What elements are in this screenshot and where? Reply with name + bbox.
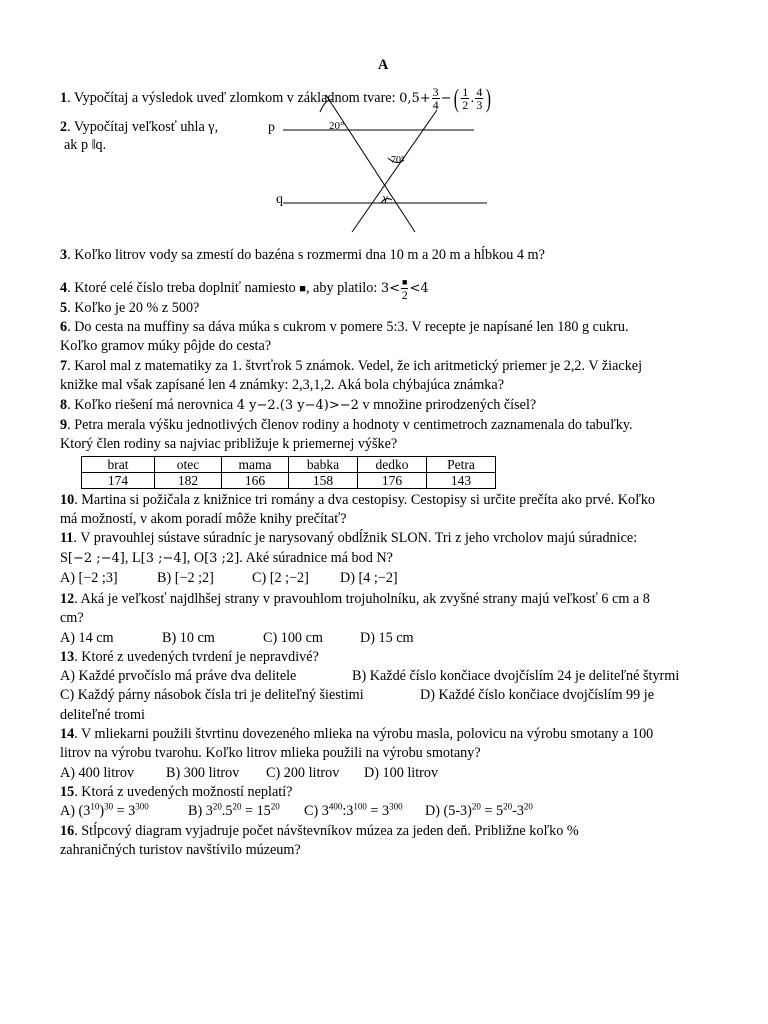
math-expression: 4 y−2.(3 y−4)>−2 [236, 398, 359, 413]
question-text: . Koľko riešení má nerovnica [67, 397, 237, 413]
table-header-cell: brat [82, 457, 155, 473]
table-cell: 182 [155, 473, 222, 489]
question-number: 11 [60, 530, 74, 546]
question-text: . Ktoré celé číslo treba doplniť namiesto [67, 279, 300, 296]
table-header-cell: mama [222, 457, 289, 473]
table-header-cell: otec [155, 457, 222, 473]
question-14-text2: litrov na výrobu tvarohu. Koľko litrov mlieka použili na výrobu smotany? [60, 745, 481, 761]
point-o: [3 ;2] [204, 551, 240, 566]
parallel-lines-diagram [0, 0, 768, 240]
table-cell: 143 [427, 473, 496, 489]
question-number: 10 [60, 492, 75, 508]
question-text: . V mliekarni použili štvrtinu dovezeného mlieka na výrobu masla, polovicu na výrobu smotany a 100 [74, 726, 654, 742]
inequality-left: 3< [380, 280, 400, 296]
option-d: D) 100 litrov [364, 765, 439, 781]
question-text: . Ktoré z uvedených tvrdení je nepravdivé? [74, 649, 319, 665]
question-3 [60, 246, 545, 264]
paren-close: ) [486, 83, 492, 113]
question-9-text2: Ktorý člen rodiny sa najviac približuje k priemernej výške? [60, 436, 398, 452]
point-l: [3 ;−4] [140, 551, 187, 566]
inequality-right: <4 [409, 280, 429, 296]
angle-label-20: 20° [329, 120, 345, 132]
option-b: B) [−2 ;2] [157, 570, 214, 586]
table-row [82, 473, 496, 489]
question-text-2: , aby platilo: [305, 279, 381, 296]
option-b: B) 300 litrov [166, 765, 240, 781]
table-header-cell: dedko [358, 457, 427, 473]
question-text: . Aká je veľkosť najdlhšej strany v pravouhlom trojuholníku, ak zvyšné strany majú veľkosť 6 cm a 8 [74, 591, 650, 607]
question-5 [60, 299, 199, 317]
table-header-cell: Petra [427, 457, 496, 473]
question-4 [60, 276, 429, 301]
point-s: [−2 ;−4] [67, 551, 125, 566]
question-number: 3 [60, 247, 68, 263]
question-16 [60, 822, 579, 840]
question-text: . Koľko je 20 % z 500? [67, 300, 200, 316]
question-text: . Martina si požičala z knižnice tri romány a dva cestopisy. Cestopisy si určite prečíta ako prvé. Koľko [74, 492, 656, 508]
paren-open: ( [453, 83, 459, 113]
table-cell: 158 [289, 473, 358, 489]
question-8 [60, 396, 536, 415]
label-q: q [276, 192, 283, 207]
option-b: B) 10 cm [162, 630, 215, 646]
question-6 [60, 318, 629, 336]
question-9 [60, 416, 633, 434]
question-number: 14 [60, 726, 75, 742]
table-header-row [82, 457, 496, 473]
option-c: C) Každý párny násobok čísla tri je deliteľný šiestimi [60, 687, 364, 703]
table-cell: 176 [358, 473, 427, 489]
question-text: . Ktorá z uvedených možností neplatí? [74, 784, 293, 800]
option-a: A) 400 litrov [60, 765, 135, 781]
question-number: 4 [60, 279, 68, 296]
question-number: 6 [60, 319, 68, 335]
question-7-text2: knižke mal však zapísané len 4 známky: 2,3,1,2. Aká bola chýbajúca známka? [60, 377, 504, 393]
table-header-cell: babka [289, 457, 358, 473]
fraction: $\frac{4}{3}$ [476, 85, 483, 112]
angle-arc-20 [320, 100, 333, 112]
question-text: . Vypočítaj a výsledok uveď zlomkom v základnom tvare: [67, 89, 400, 106]
question-text: . Karol mal z matematiky za 1. štvrťrok 5 známok. Vedel, že ich aritmetický priemer je 2,2. V žiackej [67, 358, 643, 374]
option-b: B) Každé číslo končiace dvojčíslím 24 je deliteľné štyrmi [352, 668, 680, 684]
height-table [81, 456, 496, 489]
option-a: A) 14 cm [60, 630, 114, 646]
question-text: . Koľko litrov vody sa zmestí do bazéna s rozmermi dna 10 m a 20 m a hĺbkou 4 m? [67, 247, 545, 263]
question-16-text2: zahraničných turistov navštívilo múzeum? [60, 842, 301, 858]
question-10-text2: má možností, v akom poradí môže knihy prečítať? [60, 511, 347, 527]
question-15 [60, 783, 292, 801]
option-c: C) $3^{400}:3^{100} = 3^{300}$ [304, 801, 403, 819]
question-text: . Vypočítaj veľkosť uhla γ, [67, 119, 219, 135]
question-10 [60, 491, 655, 509]
question-number: 5 [60, 300, 68, 316]
option-d: D) [4 ;−2] [340, 570, 398, 586]
option-d-cont: deliteľné tromi [60, 707, 145, 723]
minus-sign: − [440, 90, 452, 106]
question-number: 16 [60, 823, 75, 839]
question-7 [60, 357, 642, 375]
question-number: 12 [60, 591, 75, 607]
option-a: A) $(3^{10})^{30} = 3^{300}$ [60, 801, 149, 819]
question-2-text2: ak p ‖q. [64, 137, 107, 153]
question-text: . V pravouhlej sústave súradníc je narysovaný obdĺžnik SLON. Tri z jeho vrcholov majú súradnice: [73, 530, 638, 546]
question-number: 7 [60, 358, 68, 374]
angle-label-70: 70° [391, 155, 405, 166]
angle-label-gamma: γ [383, 192, 388, 204]
question-text: . Petra merala výšku jednotlivých členov rodiny a hodnoty v centimetroch zaznamenala do tabuľky. [67, 417, 633, 433]
fraction: $\frac{1}{2}$ [462, 85, 469, 112]
option-d: D) Každé číslo končiace dvojčíslím 99 je [420, 687, 655, 703]
option-a: A) [−2 ;3] [60, 570, 118, 586]
question-12-text2: cm? [60, 610, 84, 626]
question-number: 15 [60, 784, 75, 800]
question-11 [60, 529, 637, 547]
fraction: $\frac{3}{4}$ [432, 85, 439, 112]
option-c: C) 200 litrov [266, 765, 340, 781]
question-number: 9 [60, 417, 68, 433]
option-c: C) [2 ;−2] [252, 570, 309, 586]
question-13 [60, 648, 319, 666]
option-b: B) $3^{20}.5^{20} = 15^{20}$ [188, 801, 280, 819]
option-c: C) 100 cm [263, 630, 323, 646]
question-number: 2 [60, 119, 68, 135]
option-d: D) 15 cm [360, 630, 414, 646]
question-number: 1 [60, 89, 68, 106]
table-cell: 166 [222, 473, 289, 489]
square-icon: ■ [299, 282, 306, 295]
option-d: D) $(5-3)^{20} = 5^{20}-3^{20}$ [425, 801, 533, 819]
table-cell: 174 [82, 473, 155, 489]
dot-operator: . [470, 90, 475, 106]
question-number: 13 [60, 649, 75, 665]
transversal-2 [352, 110, 437, 232]
question-6-text2: Koľko gramov múky pôjde do cesta? [60, 338, 272, 354]
question-text: . Do cesta na muffiny sa dáva múka s cukrom v pomere 5:3. V recepte je napísané len 180 g cukru. [67, 319, 629, 335]
page-header: A [378, 57, 389, 73]
question-14 [60, 725, 653, 743]
question-number: 8 [60, 397, 68, 413]
math-expression: 0,5+ [399, 90, 431, 106]
fraction: $\frac{■}{2}$ [401, 277, 408, 302]
label-p: p [268, 120, 275, 135]
option-a: A) Každé prvočíslo má práve dva delitele [60, 668, 297, 684]
question-text-2: v množine prirodzených čísel? [358, 397, 537, 413]
question-11-coordinates: S[−2 ;−4], L[3 ;−4], O[3 ;2]. Aké súradnice má bod N? [60, 550, 393, 566]
question-text: . Stĺpcový diagram vyjadruje počet návštevníkov múzea za jeden deň. Približne koľko % [74, 823, 579, 839]
question-12 [60, 590, 650, 608]
